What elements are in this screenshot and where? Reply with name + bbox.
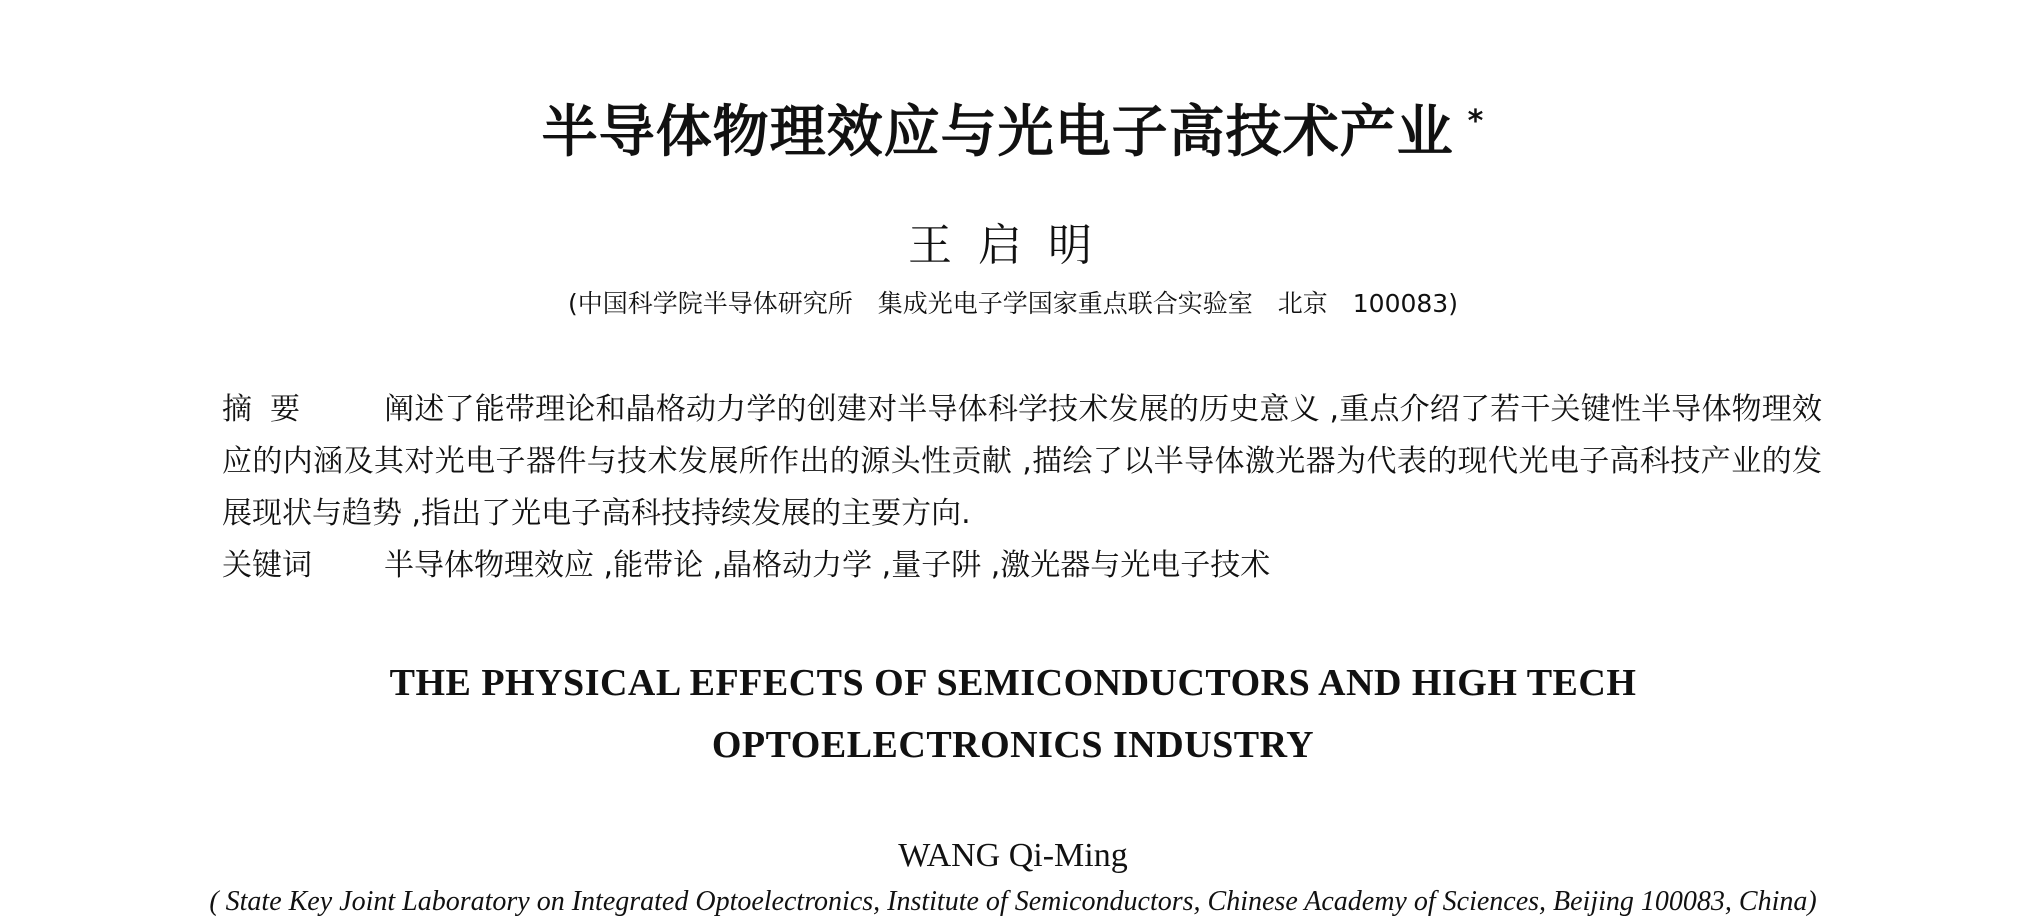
keywords-text: 半导体物理效应 ,能带论 ,晶格动力学 ,量子阱 ,激光器与光电子技术 [384,548,1271,583]
english-title [0,652,2026,776]
abstract-text: 阐述了能带理论和晶格动力学的创建对半导体科学技术发展的历史意义 ,重点介绍了若干关键性半导体物理效应的内涵及其对光电子器件与技术发展所作出的源头性贡献 ,描绘了以半导体激光器为代表的现代光电子高科技产业的发展现状与趋势 ,指出了光电子高科技持续发展的主要方向. [222,392,1822,531]
english-author: WANG Qi-Ming [898,837,1128,874]
english-affiliation: ( State Key Joint Laboratory on Integrated Optoelectronics, Institute of Semiconductors, Chinese Academy of Sciences, Beijing 100083, China) [209,886,1817,917]
english-title-line-1: THE PHYSICAL EFFECTS OF SEMICONDUCTORS AND HIGH TECH [389,662,1637,704]
title-footnote-marker: * [1467,104,1485,139]
chinese-author: 王启明 [908,220,1118,271]
chinese-title-text: 半导体物理效应与光电子高技术产业 [541,100,1454,165]
keywords-label: 关键词 [222,548,312,583]
english-title-line-2: OPTOELECTRONICS INDUSTRY [711,724,1315,766]
abstract-label: 摘要 [222,392,318,427]
chinese-title [0,98,2026,177]
chinese-keywords [222,540,1822,592]
chinese-abstract [222,384,1822,540]
chinese-affiliation: (中国科学院半导体研究所 集成光电子学国家重点联合实验室 北京 100083) [568,289,1458,318]
